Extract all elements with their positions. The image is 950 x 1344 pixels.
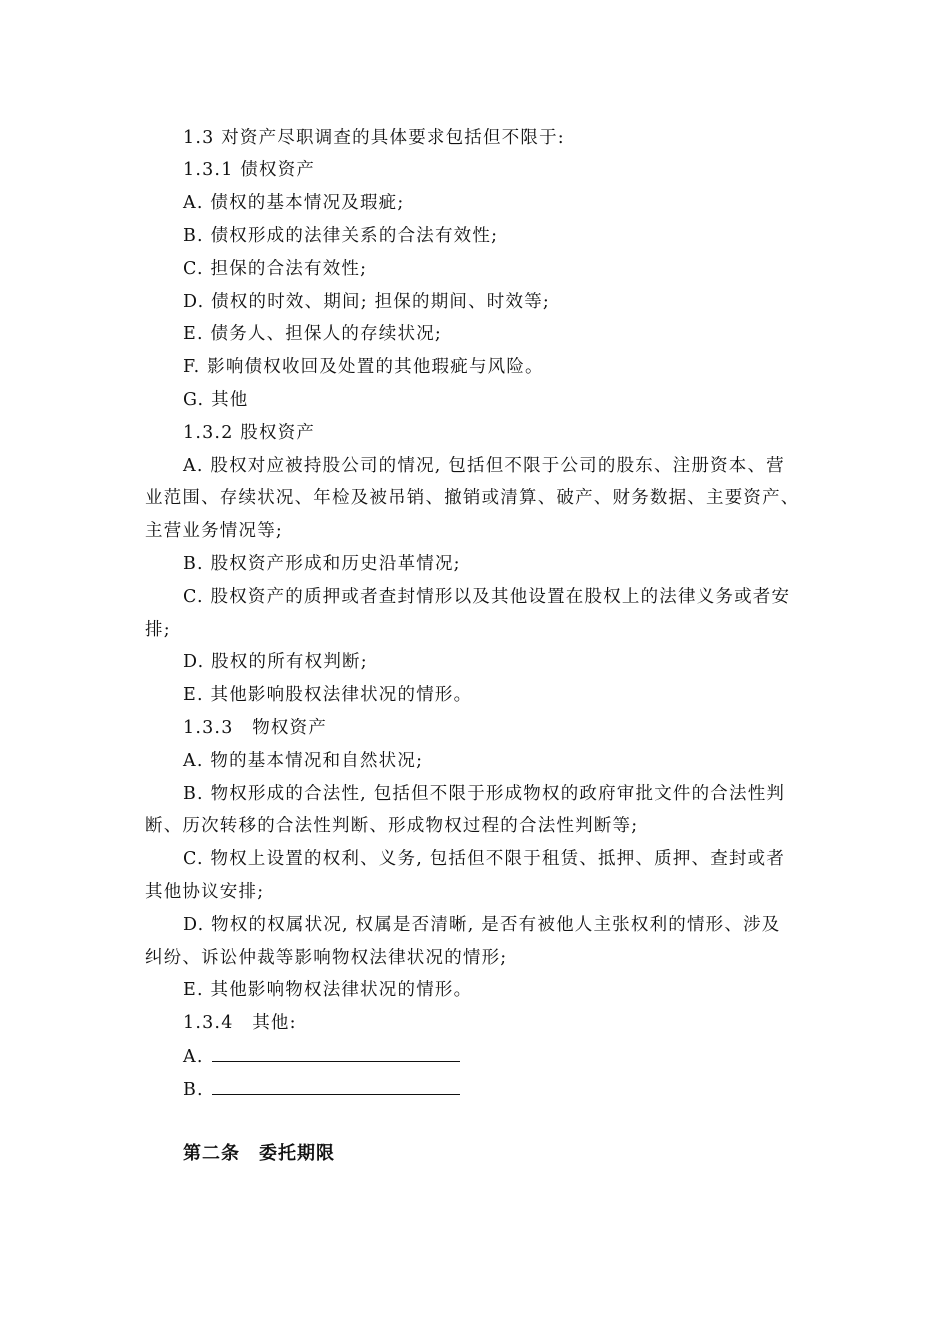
- doc-line: E. 债务人、担保人的存续状况;: [183, 324, 442, 344]
- doc-line: B. 股权资产形成和历史沿革情况;: [183, 554, 461, 574]
- doc-line: 纠纷、诉讼仲裁等影响物权法律状况的情形;: [145, 948, 508, 968]
- doc-line: 1.3.1 债权资产: [183, 160, 316, 180]
- doc-line: 1.3.4 其他:: [183, 1013, 297, 1033]
- doc-line: 1.3.2 股权资产: [183, 423, 316, 443]
- doc-line: D. 物权的权属状况, 权属是否清晰, 是否有被他人主张权利的情形、涉及: [183, 915, 781, 935]
- doc-line: A. 股权对应被持股公司的情况, 包括但不限于公司的股东、注册资本、营: [183, 456, 785, 476]
- doc-line: 排;: [145, 620, 171, 640]
- blank-field-label: A.: [183, 1047, 204, 1067]
- doc-line: 1.3 对资产尽职调查的具体要求包括但不限于:: [183, 128, 565, 148]
- blank-line: [212, 1078, 460, 1095]
- doc-line: 其他协议安排;: [145, 882, 265, 902]
- doc-line: C. 担保的合法有效性;: [183, 259, 368, 279]
- doc-line: E. 其他影响股权法律状况的情形。: [183, 685, 473, 705]
- doc-line: D. 股权的所有权判断;: [183, 652, 368, 672]
- blank-line: [212, 1045, 460, 1062]
- doc-line: G. 其他: [183, 390, 249, 410]
- doc-line: D. 债权的时效、期间; 担保的期间、时效等;: [183, 292, 550, 312]
- doc-line: 业范围、存续状况、年检及被吊销、撤销或清算、破产、财务数据、主要资产、: [145, 488, 800, 508]
- doc-line: A. 物的基本情况和自然状况;: [183, 751, 424, 771]
- doc-line: F. 影响债权收回及处置的其他瑕疵与风险。: [183, 357, 544, 377]
- doc-line: 主营业务情况等;: [145, 521, 283, 541]
- blank-field-a: [183, 1045, 460, 1068]
- doc-line: B. 物权形成的合法性, 包括但不限于形成物权的政府审批文件的合法性判: [183, 784, 786, 804]
- blank-field-b: [183, 1078, 460, 1101]
- section-heading: 第二条 委托期限: [183, 1143, 335, 1164]
- blank-field-label: B.: [183, 1080, 204, 1100]
- doc-line: E. 其他影响物权法律状况的情形。: [183, 980, 473, 1000]
- doc-line: B. 债权形成的法律关系的合法有效性;: [183, 226, 499, 246]
- doc-line: C. 物权上设置的权利、义务, 包括但不限于租赁、抵押、质押、查封或者: [183, 849, 786, 869]
- doc-line: A. 债权的基本情况及瑕疵;: [183, 193, 405, 213]
- doc-line: 1.3.3 物权资产: [183, 718, 328, 738]
- doc-line: C. 股权资产的质押或者查封情形以及其他设置在股权上的法律义务或者安: [183, 587, 791, 607]
- doc-line: 断、历次转移的合法性判断、形成物权过程的合法性判断等;: [145, 816, 639, 836]
